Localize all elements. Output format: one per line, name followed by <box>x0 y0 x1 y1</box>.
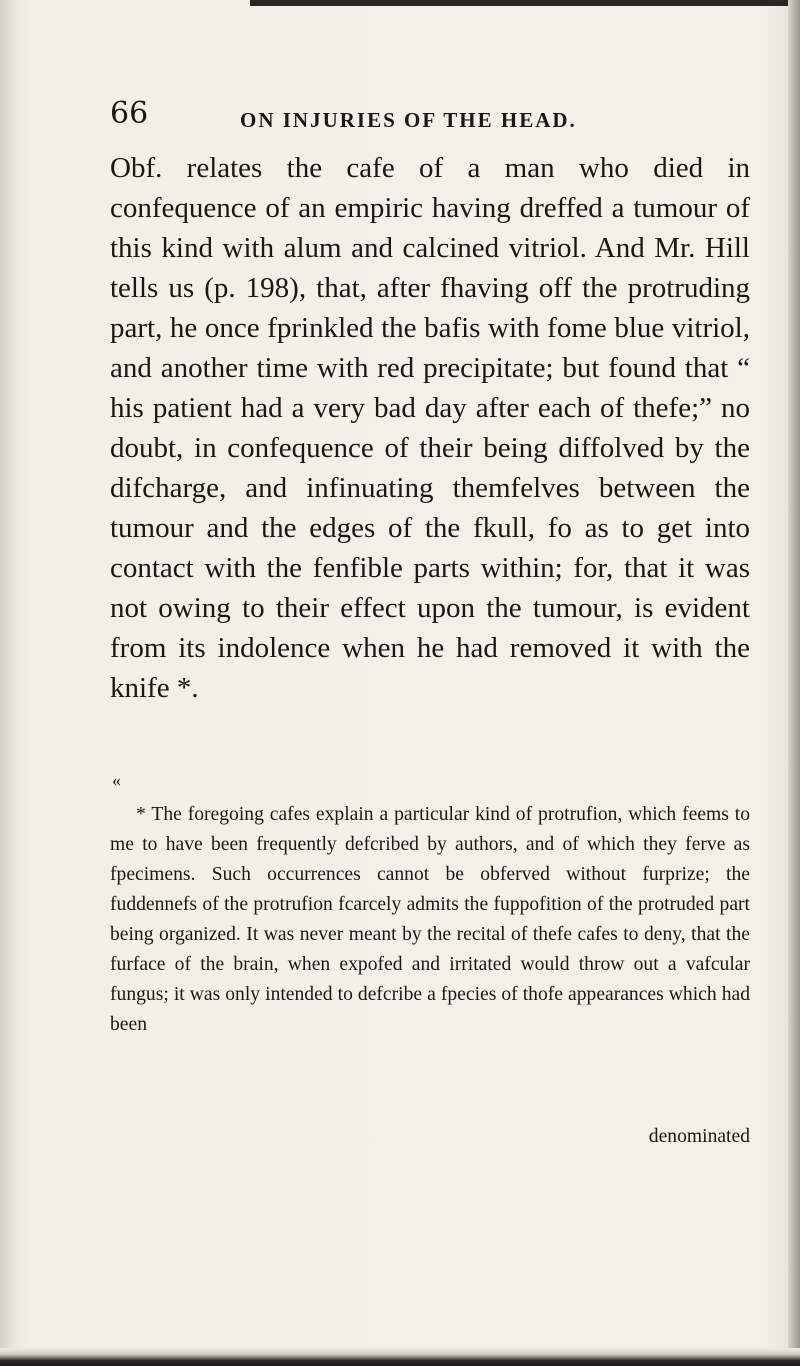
catchword: denominated <box>648 1126 750 1147</box>
page-header <box>110 96 750 136</box>
page-bottom-edge <box>0 1348 800 1366</box>
footnote: * The foregoing cafes explain a particular kind of protrufion, which feems to me to have been frequently defcribed by authors, and of which they ferve as fpecimens. Such occurrences cannot be obferved without furprize; the fuddennefs of the protrufion fcarcely admits the fuppofition of the protruded part being organized. It was never meant by the recital of thefe cafes to deny, that the furface of the brain, when expofed and irritated would throw out a vafcular fungus; it was only intended to defcribe a fpecies of thofe appearances which had been <box>110 804 750 1035</box>
page-left-edge <box>0 0 16 1366</box>
page-right-edge <box>788 0 800 1366</box>
main-paragraph: Obf. relates the cafe of a man who died in confequence of an empiric having dreffed a tumour of this kind with alum and calcined vitriol. And Mr. Hill tells us (p. 198), that, after fhaving off the protruding part, he once fprinkled the bafis with fome blue vitriol, and another time with red precipitate; but found that “ his patient had a very bad day after each of thefe;” no doubt, in confequence of their being diffolved by the difcharge, and infinuating themfelves between the tumour and the edges of the fkull, fo as to get into contact with the fenfible parts within; for, that it was not owing to their effect upon the tumour, is evident from its indolence when he had removed it with the knife *. <box>110 152 750 704</box>
page-top-edge <box>250 0 800 6</box>
running-title: ON INJURIES OF THE HEAD. <box>240 108 577 132</box>
footnote-marker: « <box>112 770 121 790</box>
page-number: 66 <box>110 96 149 131</box>
